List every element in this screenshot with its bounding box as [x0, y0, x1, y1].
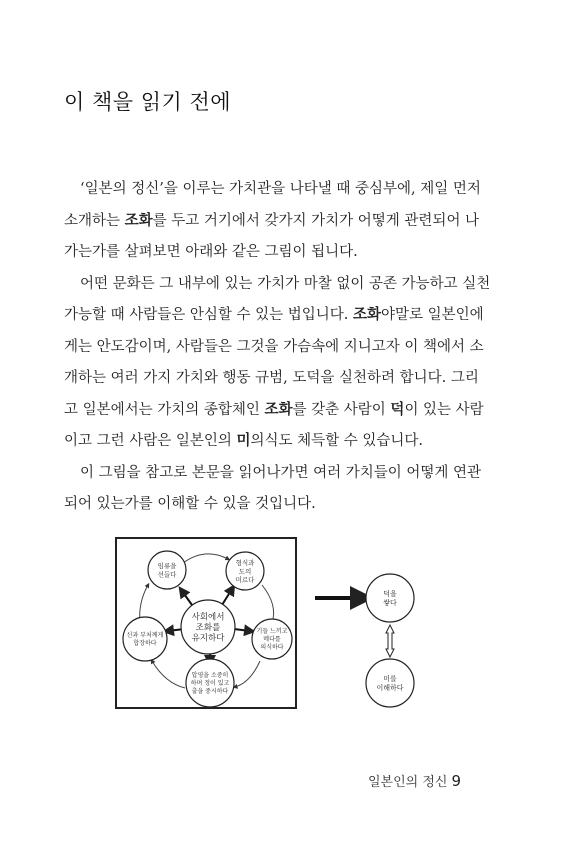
diagram-label-top-left: 임류을 선들다: [157, 562, 177, 579]
paragraph: [64, 174, 514, 269]
text-line: [64, 458, 514, 490]
emphasis: 조화: [353, 307, 382, 323]
text-run: 이 있는 사람: [404, 401, 484, 418]
text-line: [64, 269, 514, 301]
diagram-label-center: 사회에서 조화를 유지하다: [191, 612, 225, 644]
body-text: [64, 174, 514, 521]
text-line: [64, 237, 514, 269]
text-run: 가는가를 살펴보면 아래와 같은 그림이 됩니다.: [64, 244, 358, 260]
emphasis: 조화: [124, 212, 153, 229]
diagram-label-right: 기들 느끼고 메다를 의식하다: [256, 628, 288, 652]
text-line: [64, 426, 514, 458]
footer-book-title: 일본인의 정신: [367, 775, 448, 790]
text-run: 이고 그런 사람은 일본인의: [64, 433, 237, 449]
page-number: 9: [451, 772, 461, 790]
diagram-label-left: 신과 부처께게 합장하다: [126, 632, 164, 648]
emphasis: 미: [236, 433, 251, 449]
text-line: [64, 395, 514, 427]
text-run: 야말로 일본인에: [381, 307, 484, 323]
text-line: [64, 300, 514, 332]
page-footer: [368, 771, 461, 790]
text-run: 소개하는: [64, 212, 125, 229]
diagram-label-virtue: 덕을 쌓다: [383, 589, 397, 607]
emphasis: 조화: [264, 401, 293, 418]
diagram-label-beauty: 미를 이해하다: [376, 674, 404, 692]
text-run: 를 갖춘 사람이: [292, 401, 391, 418]
text-line: [64, 206, 514, 238]
diagram-label-bottom: 압영을 소중히 하며 정이 있고 출을 중시하다: [190, 672, 230, 696]
text-run: 가능할 때 사람들은 안심할 수 있는 법입니다.: [64, 307, 353, 323]
text-run: 이 그림을 참고로 본문을 읽어나가면 여러 가치들이 어떻게 연관: [80, 464, 482, 481]
double-arrow: [386, 625, 394, 657]
text-run: 되어 있는가를 이해할 수 있을 것입니다.: [64, 496, 316, 512]
paragraph: [64, 269, 514, 458]
text-line: [64, 332, 514, 364]
text-line: [64, 174, 514, 206]
emphasis: 덕: [390, 401, 405, 418]
text-run: 어떤 문화든 그 내부에 있는 가치가 마찰 없이 공존 가능하고 실천: [80, 275, 491, 292]
text-run: 를 두고 거기에서 갖가지 가치가 어떻게 관련되어 나: [152, 212, 480, 229]
paragraph: [64, 458, 514, 521]
text-line: [64, 363, 514, 395]
value-diagram: [110, 533, 440, 733]
text-run: 의식도 체득할 수 있습니다.: [250, 433, 424, 449]
text-run: ‘일본의 정신’을 이루는 가치관을 나타낼 때 중심부에, 제일 먼저: [80, 181, 481, 197]
text-run: 게는 안도감이며, 사람들은 그것을 가슴속에 지니고자 이 책에서 소: [64, 338, 484, 355]
diagram-label-top-right: 형식과 도의 미르다: [235, 558, 255, 584]
page-title: 이 책을 읽기 전에: [64, 90, 232, 114]
text-run: 고 일본에서는 가치의 종합체인: [64, 401, 265, 418]
text-run: 개하는 여러 가지 가치와 행동 규범, 도덕을 실천하려 합니다. 그리: [64, 370, 479, 386]
diagram-svg: [110, 533, 440, 733]
text-line: [64, 489, 514, 521]
